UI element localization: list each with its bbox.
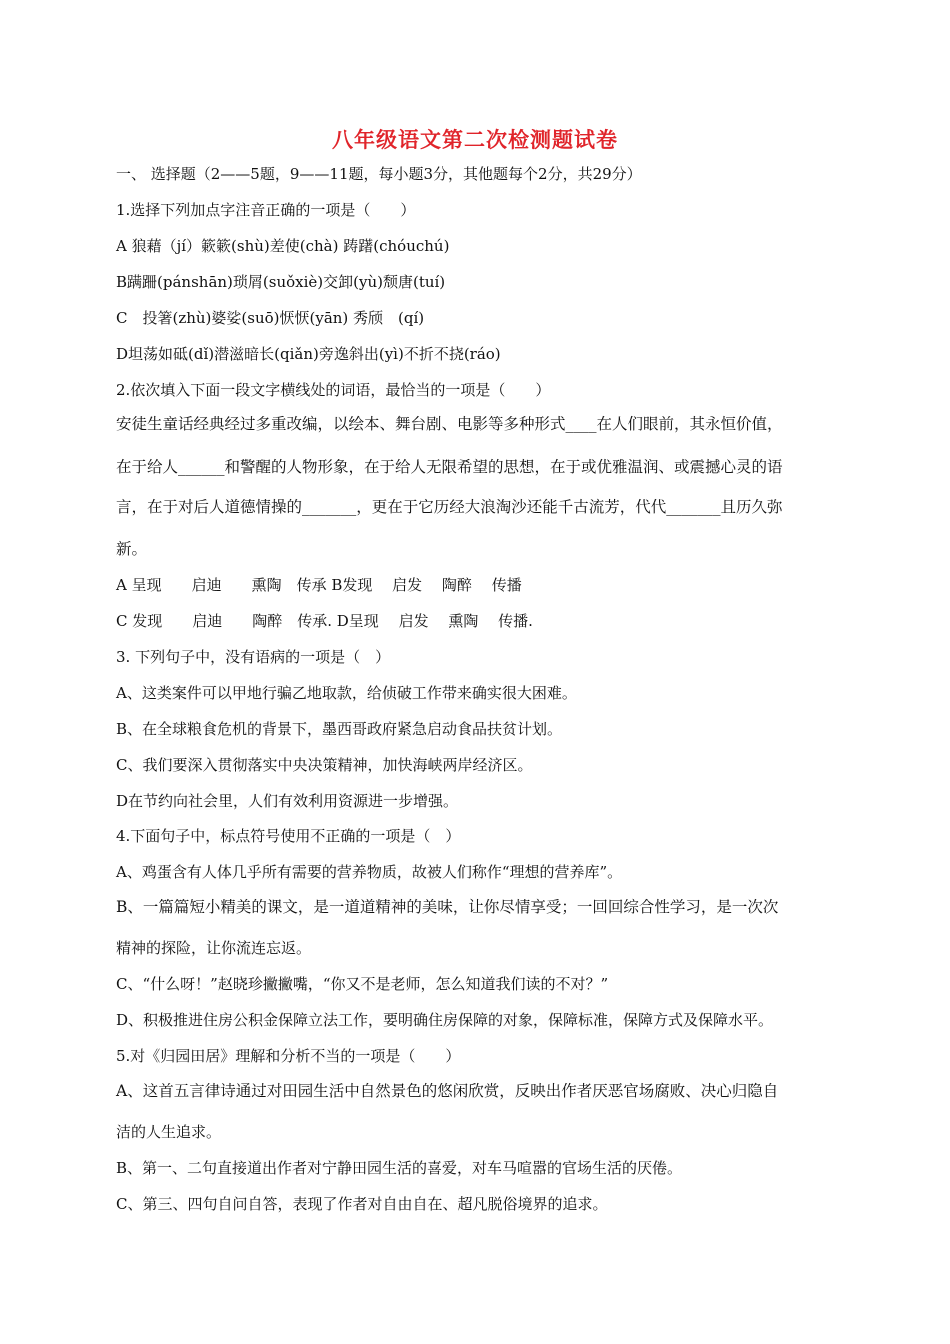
question-5-option-b: B、第一、二句直接道出作者对宁静田园生活的喜爱，对车马喧嚣的官场生活的厌倦。	[116, 1159, 683, 1177]
question-1-option-c: C 投箸(zhù)婆娑(suō)恹恹(yān) 秀颀 (qí)	[116, 309, 425, 327]
question-1-option-a: A 狼藉（jí）簌簌(shù)差使(chà) 踌躇(chóuchú)	[116, 237, 450, 255]
question-4-stem: 4.下面句子中，标点符号使用不正确的一项是（ ）	[116, 827, 461, 845]
question-2-passage-line-3: 言，在于对后人道德情操的_______，更在于它历经大浪淘沙还能千古流芳，代代_______且历久弥	[116, 498, 783, 516]
question-2-passage-line-4: 新。	[116, 540, 148, 558]
question-1-option-b: B蹒跚(pánshān)琐屑(suǒxiè)交卸(yù)颓唐(tuí)	[116, 273, 446, 291]
question-3-option-d: D在节约向社会里，人们有效利用资源进一步增强。	[116, 792, 459, 810]
question-2-options-ab: A 呈现 启迪 熏陶 传承 B发现 启发 陶醉 传播	[116, 576, 522, 594]
question-2-options-cd: C 发现 启迪 陶醉 传承. D呈现 启发 熏陶 传播.	[116, 612, 533, 630]
question-3-option-a: A、这类案件可以甲地行骗乙地取款，给侦破工作带来确实很大困难。	[116, 684, 577, 702]
question-5-option-c: C、第三、四句自问自答，表现了作者对自由自在、超凡脱俗境界的追求。	[116, 1195, 608, 1213]
section-heading-choice-questions: 一、 选择题（2——5题，9——11题，每小题3分，其他题每个2分，共29分）	[116, 165, 642, 183]
question-1-stem: 1.选择下列加点字注音正确的一项是（ ）	[116, 201, 416, 219]
question-3-option-c: C、我们要深入贯彻落实中央决策精神，加快海峡两岸经济区。	[116, 756, 533, 774]
question-4-option-b-line-1: B、一篇篇短小精美的课文，是一道道精神的美味，让你尽情享受；一回回综合性学习，是一次次	[116, 898, 779, 916]
question-2-passage-line-2: 在于给人______和警醒的人物形象，在于给人无限希望的思想，在于或优雅温润、或震撼心灵的语	[116, 458, 783, 476]
question-4-option-b-line-2: 精神的探险，让你流连忘返。	[116, 939, 312, 957]
question-5-option-a-line-2: 洁的人生追求。	[116, 1123, 222, 1141]
question-4-option-c: C、“什么呀！”赵晓珍撇撇嘴，“你又不是老师，怎么知道我们读的不对？”	[116, 975, 609, 993]
question-3-option-b: B、在全球粮食危机的背景下，墨西哥政府紧急启动食品扶贫计划。	[116, 720, 563, 738]
question-2-stem: 2.依次填入下面一段文字横线处的词语，最恰当的一项是（ ）	[116, 381, 551, 399]
question-4-option-d: D、积极推进住房公积金保障立法工作，要明确住房保障的对象，保障标准，保障方式及保障水平。	[116, 1011, 774, 1029]
question-1-option-d: D坦荡如砥(dǐ)潜滋暗长(qiǎn)旁逸斜出(yì)不折不挠(ráo)	[116, 345, 501, 363]
question-4-option-a: A、鸡蛋含有人体几乎所有需要的营养物质，故被人们称作“理想的营养库”。	[116, 863, 623, 881]
question-3-stem: 3. 下列句子中，没有语病的一项是（ ）	[116, 648, 391, 666]
question-5-stem: 5.对《归园田居》理解和分析不当的一项是（ ）	[116, 1047, 461, 1065]
question-5-option-a-line-1: A、这首五言律诗通过对田园生活中自然景色的悠闲欣赏，反映出作者厌恶官场腐败、决心归隐自	[116, 1082, 779, 1100]
document-title: 八年级语文第二次检测题试卷	[332, 128, 618, 152]
question-2-passage-line-1: 安徒生童话经典经过多重改编，以绘本、舞台剧、电影等多种形式____在人们眼前，其永恒价值，	[116, 415, 783, 433]
